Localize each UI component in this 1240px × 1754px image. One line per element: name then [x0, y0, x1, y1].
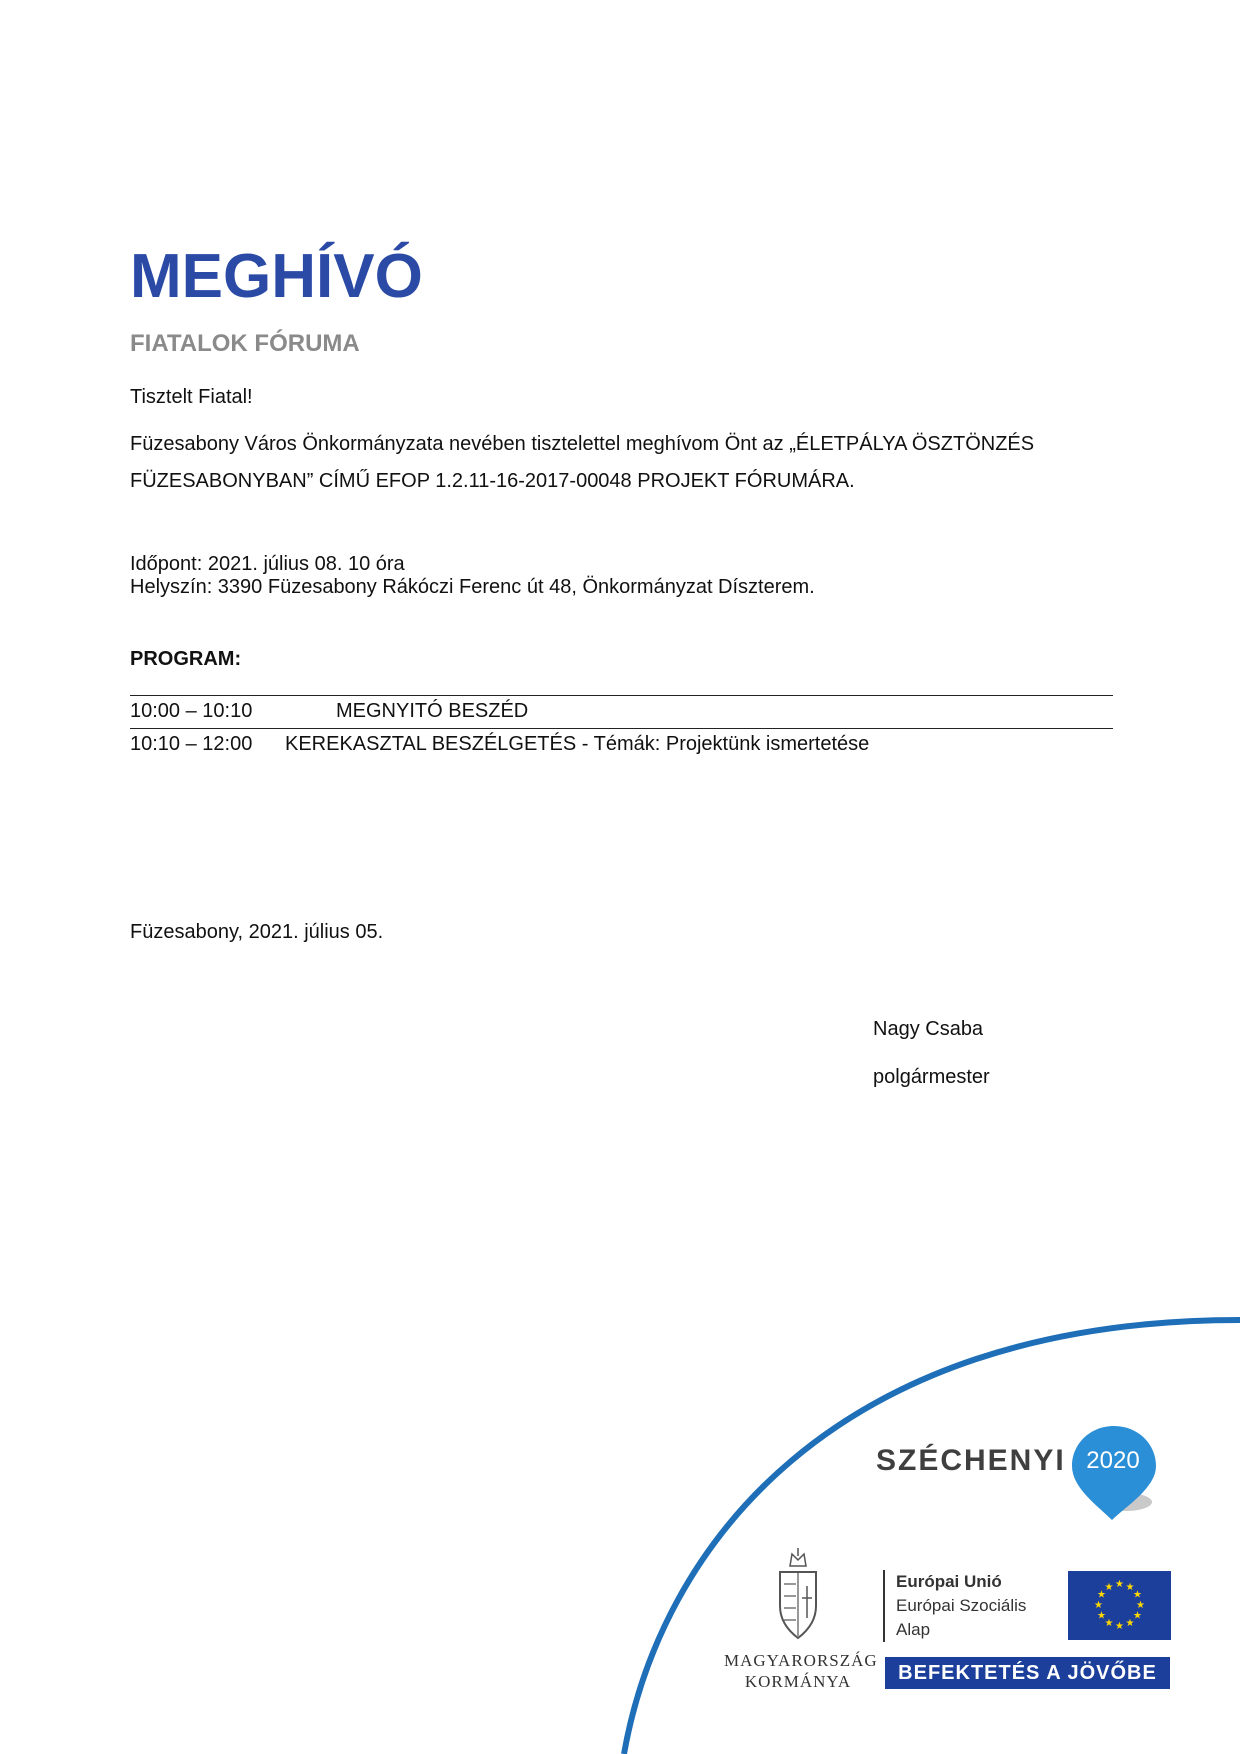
program-heading: PROGRAM: [130, 648, 242, 670]
svg-text:★: ★ [1125, 1618, 1135, 1629]
document-subtitle: FIATALOK FÓRUMA [130, 330, 360, 357]
program-row-time: 10:10 – 12:00 [130, 733, 253, 755]
signer-name: Nagy Csaba [873, 1018, 984, 1040]
government-logo-line-2: KORMÁNYA [744, 1672, 852, 1691]
government-logo-line-1: MAGYARORSZÁG [724, 1651, 878, 1670]
place-and-date: Füzesabony, 2021. július 05. [130, 921, 384, 943]
svg-text:★: ★ [1133, 1589, 1142, 1601]
invitation-text-line-2: FÜZESABONYBAN” CÍMŰ EFOP 1.2.11-16-2017-00048 PROJEKT FÓRUMÁRA. [130, 470, 855, 492]
eu-logo-line-2: Európai Szociális [896, 1596, 1027, 1615]
event-place: Helyszín: 3390 Füzesabony Rákóczi Ferenc út 48, Önkormányzat Díszterem. [130, 576, 815, 598]
eu-logo-divider [883, 1570, 885, 1642]
svg-text:★: ★ [1094, 1600, 1103, 1611]
invitation-text-line-1: Füzesabony Város Önkormányzata nevében tisztelettel meghívom Önt az „ÉLETPÁLYA ÖSZTÖNZÉS [130, 433, 1035, 455]
svg-text:★: ★ [1104, 1618, 1114, 1629]
eu-logo-line-1: Európai Unió [896, 1572, 1002, 1591]
eu-stars-icon [1068, 1571, 1171, 1640]
svg-text:★: ★ [1097, 1610, 1106, 1622]
svg-text:★: ★ [1125, 1582, 1135, 1593]
program-row-title: MEGNYITÓ BESZÉD [336, 700, 529, 722]
coat-of-arms-icon [772, 1548, 824, 1640]
event-time: Időpont: 2021. július 08. 10 óra [130, 553, 405, 575]
program-table [130, 695, 1113, 761]
eu-flag-icon [1068, 1571, 1171, 1640]
svg-text:★: ★ [1136, 1600, 1145, 1611]
location-pin-icon [1068, 1424, 1160, 1524]
invest-in-future-banner: BEFEKTETÉS A JÖVŐBE [885, 1657, 1170, 1689]
svg-text:★: ★ [1104, 1582, 1114, 1593]
program-row-title: KEREKASZTAL BESZÉLGETÉS - Témák: Projektünk ismertetése [285, 733, 870, 755]
program-row [130, 729, 1113, 761]
signer-role: polgármester [873, 1066, 990, 1088]
document-title: MEGHÍVÓ [130, 242, 423, 311]
svg-text:★: ★ [1133, 1610, 1142, 1622]
eu-logo-line-3: Alap [896, 1620, 931, 1639]
szechenyi-year: 2020 [1086, 1447, 1140, 1474]
svg-text:★: ★ [1097, 1589, 1106, 1601]
program-row [130, 696, 1113, 729]
svg-text:★: ★ [1115, 1579, 1124, 1590]
szechenyi-logo-text: SZÉCHENYI [876, 1444, 1066, 1477]
greeting: Tisztelt Fiatal! [130, 386, 253, 408]
program-row-time: 10:00 – 10:10 [130, 700, 253, 722]
svg-text:★: ★ [1115, 1621, 1124, 1632]
